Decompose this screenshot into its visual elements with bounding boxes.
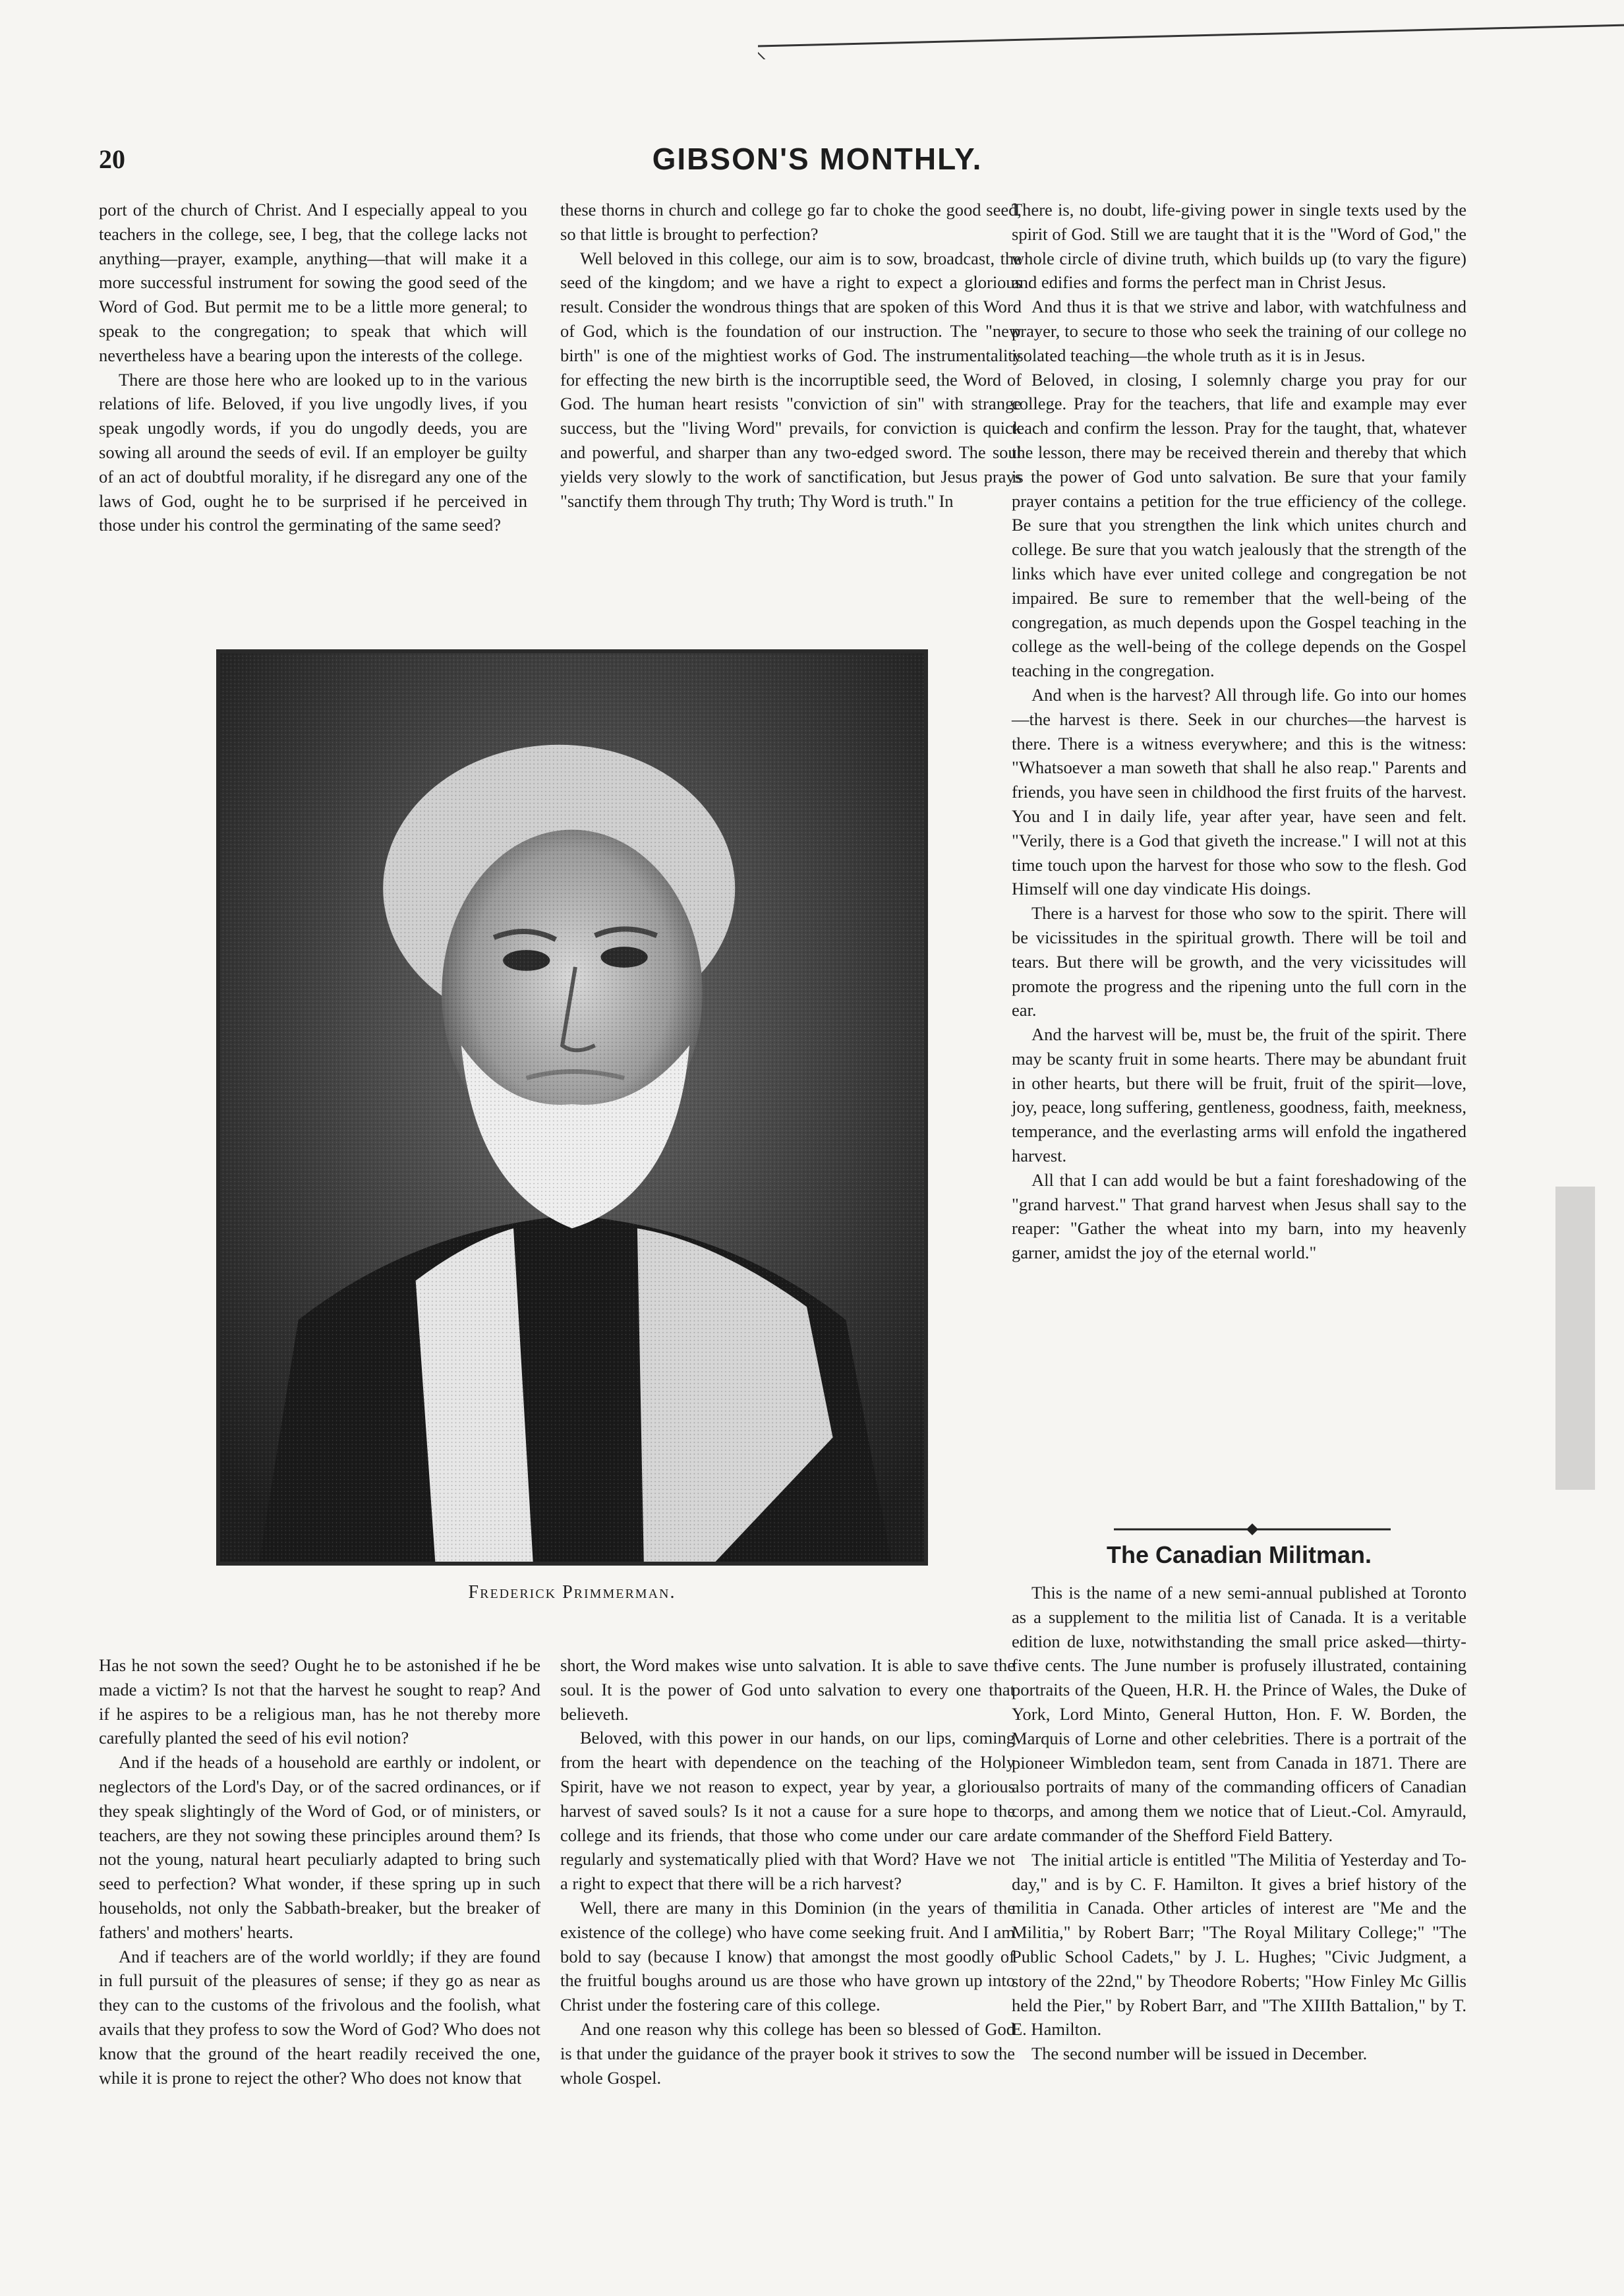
paragraph: these thorns in church and college go far to choke the good seed, so that little is brought to perfection? [560, 200, 1022, 244]
paragraph: There is, no doubt, life-giving power in single texts used by the spirit of God. Still we are taught that it is the "Word of God," the whole circle of divine truth, which builds up (to vary the figure) and edifies and forms the perfect man in Christ Jesus. [1012, 200, 1466, 293]
column-2-top [560, 198, 1022, 513]
paragraph: Beloved, in closing, I solemnly charge you pray for our college. Pray for the teachers, that life and example may ever teach and confirm the lesson. Pray for the taught, that, whatever the lesson, there may be received therein and thereby that which is the power of God unto salvation. Be sure that your family prayer contains a petition for the true efficiency of the college. Be sure that you strengthen the link which unites church and college. Be sure that you watch jealously that the strength of the links which have ever united college and congregation be not impaired. Be sure to remember that the well-being of the congregation, as much depends upon the Gospel teaching in the college as the well-being of the college depends on the Gospel teaching in the congregation. [1012, 369, 1466, 681]
portrait-photo [216, 649, 928, 1566]
paragraph: And when is the harvest? All through life. Go into our homes—the harvest is there. Seek in our churches—the harvest is there. There is a witness everywhere; and this is the witness: "Whatsoever a man soweth that shall he also reap." Parents and friends, you have seen in childhood the first fruits of the harvest. You and I in daily life, year after year, have seen and felt. "Verily, there is a God that giveth the increase." I will not at this time touch upon the harvest for those who sow to the flesh. God Himself will one day vindicate His doings. [1012, 684, 1466, 899]
paragraph: Has he not sown the seed? Ought he to be astonished if he be made a victim? Is not that the harvest he sought to reap? And if he aspires to be a religious man, has he not thereby more carefully planted the seed of his evil notion? [99, 1655, 540, 1748]
column-1-top [99, 198, 527, 537]
paragraph: And one reason why this college has been so blessed of God is that under the guidance of the prayer book it strives to sow the whole Gospel. [560, 2018, 1015, 2088]
paragraph: The second number will be issued in December. [1031, 2044, 1368, 2064]
paragraph: short, the Word makes wise unto salvation. It is able to save the soul. It is the power of God unto salvation to every one that believeth. [560, 1655, 1015, 1724]
paragraph: And if teachers are of the world worldly; if they are found in full pursuit of the pleasures of sense; if they go as near as they can to the customs of the frivolous and the foolish, what avails that they profess to sow the Word of God? Who does not know that the ground of the heart readily received the one, while it is prone to reject the other? Who does not know that [99, 1946, 540, 2088]
column-3 [1012, 198, 1466, 1265]
scan-edge-artifact [1542, 1187, 1608, 1490]
column-2-bottom [560, 1653, 1015, 2090]
paragraph: The initial article is entitled "The Militia of Yesterday and To-day," and is by C. F. Hamilton. It gives a brief history of the militia in Canada. Other articles of interest are "Me and the Militia," by Robert Barr; "The Royal Military College;" "The Public School Cadets," by J. L. Hughes; "Civic Judgment, a story of the 22nd," by Theodore Roberts; "How Finley Mc Gillis held the Pier," by Robert Barr, and "The XIIIth Battalion," by T. E. Hamilton. [1012, 1849, 1466, 2040]
photo-caption: Frederick Primmerman. [468, 1582, 676, 1603]
page-number: 20 [99, 144, 125, 174]
paragraph: Well, there are many in this Dominion (in the years of the existence of the college) who have come seeking fruit. And I am bold to say (because I know) that amongst the most goodly of the fruitful boughs around us are those who have grown up into Christ under the fostering care of this college. [560, 1897, 1015, 2015]
paragraph: And thus it is that we strive and labor, with watchfulness and prayer, to secure to those who seek the training of our college no isolated teaching—the whole truth as it is in Jesus. [1012, 297, 1466, 365]
paragraph: Well beloved in this college, our aim is to sow, broadcast, the seed of the kingdom; and we have a right to expect a glorious result. Consider the wondrous things that are spoken of this Word of God, which is the foundation of our instruction. The "new birth" is one of the mightiest works of God. The instrumentality for effecting the new birth is the incorruptible seed, the Word of God. The human heart resists "conviction of sin" with strange success, but the "living Word" prevails, for conviction is quick and powerful, and sharper than any two-edged sword. The soul yields very slowly to the work of sanctification, but Jesus prays "sanctify them through Thy truth; Thy Word is truth." In [560, 248, 1022, 511]
masthead-title: GIBSON'S MONTHLY. [652, 142, 983, 176]
paragraph: This is the name of a new semi-annual published at Toronto as a supplement to the militia list of Canada. It is a veritable edition de luxe, notwithstanding the small price asked—thirty-five cents. The June number is profusely illustrated, containing portraits of the Queen, H.R. H. the Prince of Wales, the Duke of York, Lord Minto, General Hutton, Hon. F. W. Borden, the Marquis of Lorne and other celebrities. There is a portrait of the pioneer Wimbledon team, sent from Canada in 1871. There are also portraits of many of the commanding officers of Canadian corps, and among them we notice that of Lieut.-Col. Amyrauld, late commander of the Shefford Field Battery. [1012, 1583, 1466, 1845]
paragraph: There are those here who are looked up to in the various relations of life. Beloved, if you live ungodly lives, if you speak ungodly words, if you do ungodly deeds, you are sowing all around the seeds of evil. If an employer be guilty of an act of doubtful morality, if he disregard any one of the laws of God, ought he to be surprised if he perceived in those under his control the germinating of the same seed? [99, 369, 527, 535]
paragraph: There is a harvest for those who sow to the spirit. There will be vicissitudes in the spiritual growth. There will be toil and tears. But there will be growth, and the very vicissitudes will promote the progress and the ripening unto the full corn in the ear. [1012, 903, 1466, 1020]
paragraph: All that I can add would be but a faint foreshadowing of the "grand harvest." That grand harvest when Jesus shall say to the reaper: "Gather the wheat into my barn, into my heavenly garner, amidst the joy of the eternal world." [1012, 1169, 1466, 1263]
paragraph: Beloved, with this power in our hands, on our lips, coming from the heart with dependence on the teaching of the Holy Spirit, have we not reason to expect, year by year, a glorious harvest of saved souls? Is it not a cause for a sure hope to the college and its friends, that those who come under our care are regularly and systematically plied with that Word? Have we not a right to expect that there will be a rich harvest? [560, 1728, 1015, 1894]
portrait-illustration [220, 653, 924, 1562]
section-body [1012, 1581, 1466, 2066]
paragraph: And if the heads of a household are earthly or indolent, or neglectors of the Lord's Day, or of the sacred ordinances, or if they speak slightingly of the Word of God, or of ministers, or teachers, are they not sowing these principles around them? Is not the young, natural heart peculiarly adapted to bring such seed to perfection? What wonder, if these spring up in such households, not only the Sabbath-breaker, but the breaker of fathers' and mothers' hearts. [99, 1752, 540, 1942]
section-divider [1114, 1519, 1391, 1539]
column-1-bottom [99, 1653, 540, 2090]
paragraph: And the harvest will be, must be, the fruit of the spirit. There may be scanty fruit in some hearts. There may be abundant fruit in other hearts, but there will be fruit, fruit of the spirit—love, joy, peace, long suffering, gentleness, goodness, faith, meekness, temperance, and the everlasting arms will enfold the ingathered harvest. [1012, 1024, 1466, 1166]
paragraph: port of the church of Christ. And I especially appeal to you teachers in the college, see, I beg, that the college lacks not anything—prayer, example, anything—that will make it a more successful instrument for sowing the good seed of the Word of God. But permit me to be a little more general; to speak to the congregation; to speak that which will nevertheless have a bearing upon the interests of the college. [99, 200, 527, 365]
scan-artifact [758, 20, 1624, 59]
section-title: The Canadian Militman. [1106, 1541, 1372, 1568]
